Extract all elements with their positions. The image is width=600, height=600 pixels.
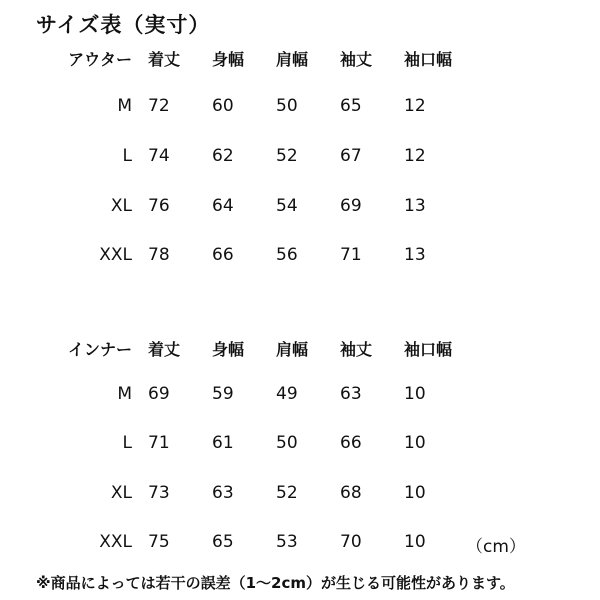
cell-shoulder-width: 56 — [276, 245, 298, 265]
unit-label: （cm） — [466, 537, 526, 557]
cell-chest-width: 62 — [212, 146, 234, 166]
cell-chest-width: 66 — [212, 245, 234, 265]
header-shoulder-width: 肩幅 — [276, 50, 309, 69]
cell-length: 75 — [148, 532, 170, 552]
cell-cuff-width: 13 — [404, 245, 426, 265]
cell-length: 76 — [148, 196, 170, 216]
size-label: L — [122, 433, 132, 453]
header-category: インナー — [67, 340, 132, 359]
cell-sleeve-length: 65 — [340, 96, 362, 116]
cell-cuff-width: 10 — [404, 384, 426, 404]
header-shoulder-width: 肩幅 — [276, 340, 309, 359]
size-label: XXL — [99, 532, 132, 552]
cell-cuff-width: 10 — [404, 532, 426, 552]
header-cuff-width: 袖口幅 — [404, 340, 453, 359]
cell-sleeve-length: 69 — [340, 196, 362, 216]
cell-chest-width: 64 — [212, 196, 234, 216]
cell-chest-width: 63 — [212, 483, 234, 503]
cell-cuff-width: 10 — [404, 433, 426, 453]
header-chest-width: 身幅 — [212, 340, 245, 359]
size-label: XL — [110, 196, 132, 216]
cell-length: 78 — [148, 245, 170, 265]
header-chest-width: 身幅 — [212, 50, 245, 69]
cell-length: 74 — [148, 146, 170, 166]
cell-cuff-width: 12 — [404, 146, 426, 166]
cell-length: 69 — [148, 384, 170, 404]
size-label: XL — [110, 483, 132, 503]
size-label: M — [117, 384, 132, 404]
cell-shoulder-width: 52 — [276, 483, 298, 503]
cell-length: 73 — [148, 483, 170, 503]
header-length: 着丈 — [148, 50, 181, 69]
header-sleeve-length: 袖丈 — [340, 50, 373, 69]
header-category: アウター — [68, 50, 132, 69]
cell-chest-width: 60 — [212, 96, 234, 116]
header-cuff-width: 袖口幅 — [404, 50, 453, 69]
cell-cuff-width: 10 — [404, 483, 426, 503]
cell-length: 71 — [148, 433, 170, 453]
cell-chest-width: 59 — [212, 384, 234, 404]
size-label: M — [117, 96, 132, 116]
cell-chest-width: 61 — [212, 433, 234, 453]
cell-sleeve-length: 70 — [340, 532, 362, 552]
cell-shoulder-width: 53 — [276, 532, 298, 552]
cell-chest-width: 65 — [212, 532, 234, 552]
cell-sleeve-length: 66 — [340, 433, 362, 453]
size-label: XXL — [99, 245, 132, 265]
cell-sleeve-length: 71 — [340, 245, 362, 265]
cell-shoulder-width: 50 — [276, 96, 298, 116]
cell-sleeve-length: 67 — [340, 146, 362, 166]
cell-shoulder-width: 52 — [276, 146, 298, 166]
cell-sleeve-length: 68 — [340, 483, 362, 503]
cell-sleeve-length: 63 — [340, 384, 362, 404]
cell-cuff-width: 13 — [404, 196, 426, 216]
cell-shoulder-width: 54 — [276, 196, 298, 216]
header-sleeve-length: 袖丈 — [340, 340, 373, 359]
cell-cuff-width: 12 — [404, 96, 426, 116]
header-length: 着丈 — [148, 340, 181, 359]
cell-shoulder-width: 50 — [276, 433, 298, 453]
footnote: ※商品によっては若干の誤差（1〜2cm）が生じる可能性があります。 — [36, 574, 515, 592]
size-label: L — [122, 146, 132, 166]
cell-shoulder-width: 49 — [276, 384, 298, 404]
cell-length: 72 — [148, 96, 170, 116]
page-title: サイズ表（実寸） — [36, 13, 211, 37]
